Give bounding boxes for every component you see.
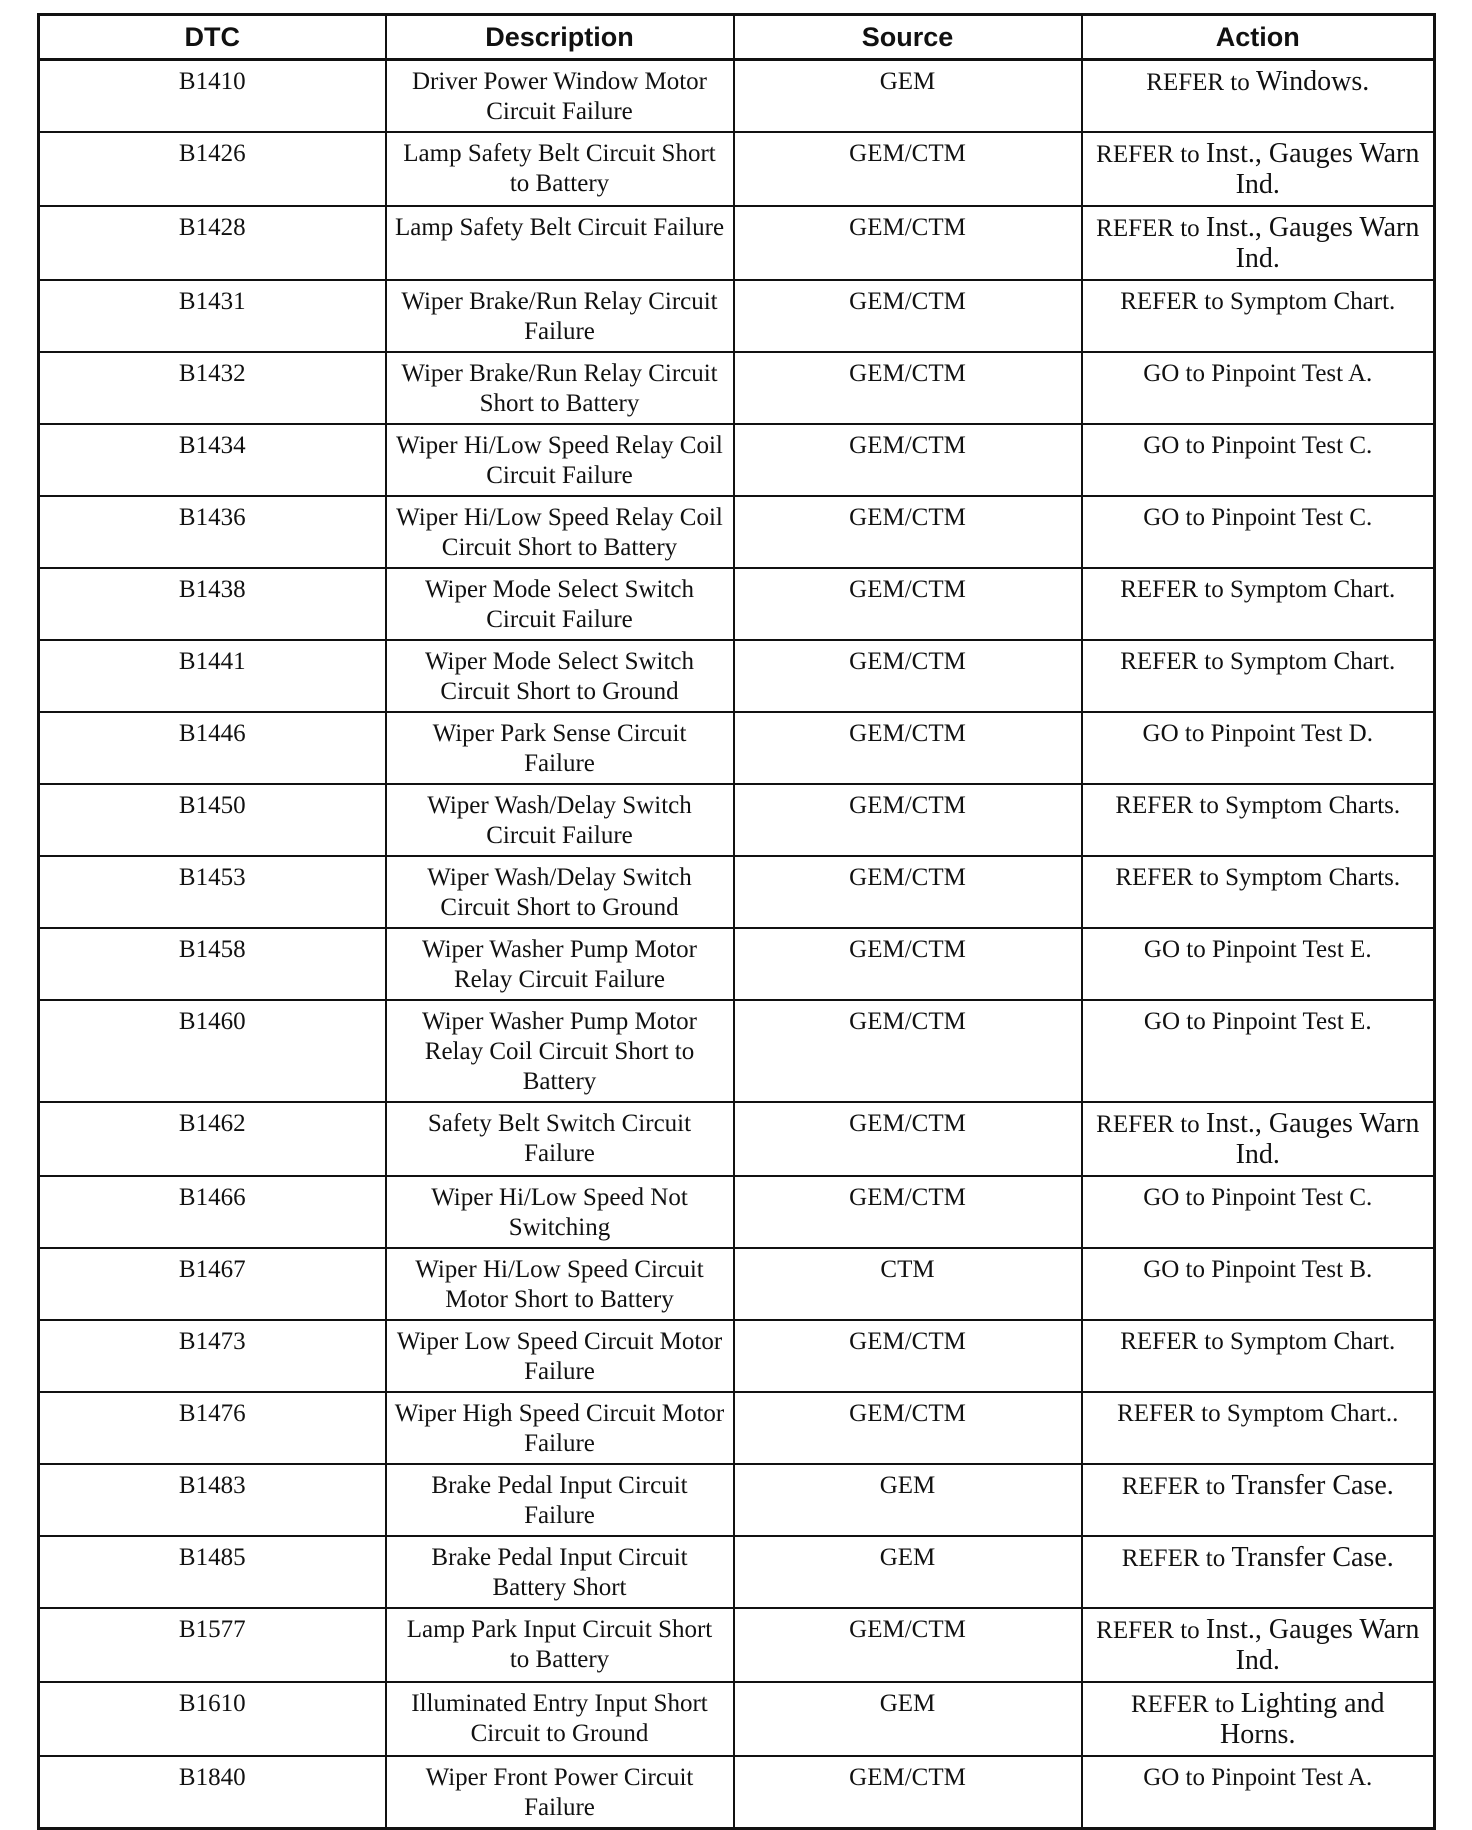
- dtc-code-cell: B1431: [39, 280, 386, 352]
- table-row: [39, 424, 1435, 496]
- table-row: [39, 352, 1435, 424]
- table-row: [39, 1608, 1435, 1682]
- action-prefix: REFER to: [1146, 69, 1250, 96]
- source-cell: GEM/CTM: [734, 568, 1082, 640]
- action-prefix: GO to Pinpoint Test E.: [1143, 936, 1372, 963]
- dtc-code-cell: B1453: [39, 856, 386, 928]
- action-cell: [1082, 928, 1435, 1000]
- description-cell: Wiper Hi/Low Speed Relay Coil Circuit Short to Battery: [386, 496, 734, 568]
- table-row: [39, 928, 1435, 1000]
- action-cell: [1082, 856, 1435, 928]
- dtc-code-cell: B1577: [39, 1608, 386, 1682]
- action-cell: [1082, 1000, 1435, 1102]
- action-cell: [1082, 280, 1435, 352]
- dtc-code-cell: B1840: [39, 1756, 386, 1829]
- header-action: Action: [1082, 15, 1435, 60]
- table-row: [39, 132, 1435, 206]
- source-cell: GEM/CTM: [734, 928, 1082, 1000]
- source-cell: GEM: [734, 1536, 1082, 1608]
- description-cell: Wiper High Speed Circuit Motor Failure: [386, 1392, 734, 1464]
- description-cell: Wiper Washer Pump Motor Relay Circuit Failure: [386, 928, 734, 1000]
- action-target-link: Windows.: [1256, 66, 1370, 97]
- action-target-link: Transfer Case.: [1231, 1542, 1394, 1573]
- action-cell: [1082, 1320, 1435, 1392]
- source-cell: GEM/CTM: [734, 1756, 1082, 1829]
- table-row: [39, 1392, 1435, 1464]
- action-cell: [1082, 1392, 1435, 1464]
- dtc-code-cell: B1428: [39, 206, 386, 280]
- table-row: [39, 1248, 1435, 1320]
- description-cell: Lamp Park Input Circuit Short to Battery: [386, 1608, 734, 1682]
- action-cell: [1082, 132, 1435, 206]
- table-row: [39, 1320, 1435, 1392]
- dtc-code-cell: B1485: [39, 1536, 386, 1608]
- action-prefix: REFER to: [1096, 141, 1200, 168]
- description-cell: Wiper Low Speed Circuit Motor Failure: [386, 1320, 734, 1392]
- description-cell: Wiper Wash/Delay Switch Circuit Failure: [386, 784, 734, 856]
- source-cell: GEM/CTM: [734, 1000, 1082, 1102]
- dtc-table-body: [39, 60, 1435, 1829]
- action-target-link: Inst., Gauges Warn Ind.: [1205, 212, 1420, 274]
- table-row: [39, 1176, 1435, 1248]
- table-row: [39, 1102, 1435, 1176]
- header-dtc: DTC: [39, 15, 386, 60]
- action-prefix: GO to Pinpoint Test A.: [1143, 360, 1373, 387]
- table-row: [39, 496, 1435, 568]
- description-cell: Safety Belt Switch Circuit Failure: [386, 1102, 734, 1176]
- description-cell: Lamp Safety Belt Circuit Failure: [386, 206, 734, 280]
- dtc-code-cell: B1473: [39, 1320, 386, 1392]
- table-row: [39, 1682, 1435, 1756]
- dtc-code-cell: B1446: [39, 712, 386, 784]
- source-cell: GEM/CTM: [734, 206, 1082, 280]
- description-cell: Illuminated Entry Input Short Circuit to Ground: [386, 1682, 734, 1756]
- source-cell: GEM/CTM: [734, 1176, 1082, 1248]
- source-cell: GEM/CTM: [734, 1102, 1082, 1176]
- table-row: [39, 60, 1435, 133]
- dtc-code-cell: B1467: [39, 1248, 386, 1320]
- action-target-link: Lighting and Horns.: [1220, 1688, 1385, 1750]
- table-row: [39, 206, 1435, 280]
- description-cell: Wiper Hi/Low Speed Circuit Motor Short to Battery: [386, 1248, 734, 1320]
- action-cell: [1082, 1176, 1435, 1248]
- source-cell: GEM/CTM: [734, 784, 1082, 856]
- action-cell: [1082, 712, 1435, 784]
- table-row: [39, 1536, 1435, 1608]
- dtc-code-cell: B1438: [39, 568, 386, 640]
- source-cell: CTM: [734, 1248, 1082, 1320]
- action-prefix: REFER to Symptom Charts.: [1115, 864, 1401, 891]
- table-row: [39, 280, 1435, 352]
- table-row: [39, 856, 1435, 928]
- source-cell: GEM: [734, 60, 1082, 133]
- description-cell: Driver Power Window Motor Circuit Failure: [386, 60, 734, 133]
- dtc-table: [37, 13, 1436, 1830]
- table-row: [39, 784, 1435, 856]
- dtc-code-cell: B1483: [39, 1464, 386, 1536]
- action-cell: [1082, 496, 1435, 568]
- description-cell: Wiper Park Sense Circuit Failure: [386, 712, 734, 784]
- action-prefix: REFER to: [1096, 1617, 1200, 1644]
- action-target-link: Inst., Gauges Warn Ind.: [1205, 1108, 1420, 1170]
- action-prefix: GO to Pinpoint Test C.: [1143, 1184, 1373, 1211]
- description-cell: Wiper Wash/Delay Switch Circuit Short to Ground: [386, 856, 734, 928]
- table-row: [39, 1756, 1435, 1829]
- action-cell: [1082, 1102, 1435, 1176]
- action-cell: [1082, 1608, 1435, 1682]
- dtc-code-cell: B1458: [39, 928, 386, 1000]
- source-cell: GEM/CTM: [734, 424, 1082, 496]
- table-row: [39, 1000, 1435, 1102]
- source-cell: GEM/CTM: [734, 712, 1082, 784]
- table-row: [39, 568, 1435, 640]
- source-cell: GEM/CTM: [734, 352, 1082, 424]
- description-cell: Wiper Brake/Run Relay Circuit Failure: [386, 280, 734, 352]
- action-target-link: Inst., Gauges Warn Ind.: [1205, 1614, 1420, 1676]
- description-cell: Wiper Brake/Run Relay Circuit Short to Battery: [386, 352, 734, 424]
- description-cell: Wiper Hi/Low Speed Not Switching: [386, 1176, 734, 1248]
- action-prefix: GO to Pinpoint Test C.: [1143, 432, 1373, 459]
- source-cell: GEM/CTM: [734, 1392, 1082, 1464]
- action-target-link: Inst., Gauges Warn Ind.: [1205, 138, 1420, 200]
- action-prefix: REFER to: [1121, 1545, 1226, 1572]
- action-prefix: REFER to Symptom Chart.: [1120, 576, 1396, 603]
- description-cell: Wiper Mode Select Switch Circuit Short to Ground: [386, 640, 734, 712]
- source-cell: GEM/CTM: [734, 280, 1082, 352]
- dtc-code-cell: B1441: [39, 640, 386, 712]
- action-prefix: GO to Pinpoint Test A.: [1143, 1764, 1373, 1791]
- table-row: [39, 1464, 1435, 1536]
- action-cell: [1082, 1756, 1435, 1829]
- action-cell: [1082, 784, 1435, 856]
- action-prefix: REFER to Symptom Chart..: [1117, 1400, 1399, 1427]
- description-cell: Lamp Safety Belt Circuit Short to Battery: [386, 132, 734, 206]
- source-cell: GEM/CTM: [734, 1608, 1082, 1682]
- action-prefix: GO to Pinpoint Test E.: [1143, 1008, 1372, 1035]
- header-source: Source: [734, 15, 1082, 60]
- description-cell: Wiper Hi/Low Speed Relay Coil Circuit Failure: [386, 424, 734, 496]
- description-cell: Brake Pedal Input Circuit Battery Short: [386, 1536, 734, 1608]
- action-cell: [1082, 60, 1435, 133]
- dtc-code-cell: B1410: [39, 60, 386, 133]
- dtc-code-cell: B1462: [39, 1102, 386, 1176]
- action-target-link: Transfer Case.: [1231, 1470, 1394, 1501]
- action-cell: [1082, 424, 1435, 496]
- action-prefix: REFER to Symptom Chart.: [1120, 1328, 1396, 1355]
- dtc-code-cell: B1436: [39, 496, 386, 568]
- action-cell: [1082, 568, 1435, 640]
- dtc-code-cell: B1432: [39, 352, 386, 424]
- source-cell: GEM/CTM: [734, 1320, 1082, 1392]
- dtc-code-cell: B1466: [39, 1176, 386, 1248]
- source-cell: GEM/CTM: [734, 132, 1082, 206]
- dtc-code-cell: B1460: [39, 1000, 386, 1102]
- source-cell: GEM/CTM: [734, 856, 1082, 928]
- action-cell: [1082, 352, 1435, 424]
- source-cell: GEM/CTM: [734, 496, 1082, 568]
- action-prefix: REFER to: [1096, 1111, 1200, 1138]
- description-cell: Brake Pedal Input Circuit Failure: [386, 1464, 734, 1536]
- action-prefix: GO to Pinpoint Test D.: [1142, 720, 1373, 747]
- action-cell: [1082, 1464, 1435, 1536]
- table-row: [39, 712, 1435, 784]
- table-row: [39, 640, 1435, 712]
- action-cell: [1082, 206, 1435, 280]
- action-prefix: REFER to: [1121, 1473, 1226, 1500]
- action-prefix: REFER to Symptom Chart.: [1120, 288, 1396, 315]
- action-prefix: REFER to Symptom Chart.: [1120, 648, 1396, 675]
- description-cell: Wiper Mode Select Switch Circuit Failure: [386, 568, 734, 640]
- source-cell: GEM/CTM: [734, 640, 1082, 712]
- action-cell: [1082, 640, 1435, 712]
- table-header-row: [39, 15, 1435, 60]
- action-prefix: REFER to Symptom Charts.: [1115, 792, 1401, 819]
- dtc-code-cell: B1434: [39, 424, 386, 496]
- dtc-code-cell: B1426: [39, 132, 386, 206]
- action-cell: [1082, 1248, 1435, 1320]
- action-prefix: REFER to: [1096, 215, 1200, 242]
- dtc-code-cell: B1450: [39, 784, 386, 856]
- action-prefix: REFER to: [1130, 1691, 1235, 1718]
- action-prefix: GO to Pinpoint Test B.: [1143, 1256, 1373, 1283]
- source-cell: GEM: [734, 1682, 1082, 1756]
- description-cell: Wiper Front Power Circuit Failure: [386, 1756, 734, 1829]
- header-description: Description: [386, 15, 734, 60]
- dtc-table-page: [37, 13, 1433, 1830]
- action-cell: [1082, 1682, 1435, 1756]
- action-prefix: GO to Pinpoint Test C.: [1143, 504, 1373, 531]
- description-cell: Wiper Washer Pump Motor Relay Coil Circuit Short to Battery: [386, 1000, 734, 1102]
- dtc-code-cell: B1610: [39, 1682, 386, 1756]
- source-cell: GEM: [734, 1464, 1082, 1536]
- action-cell: [1082, 1536, 1435, 1608]
- dtc-code-cell: B1476: [39, 1392, 386, 1464]
